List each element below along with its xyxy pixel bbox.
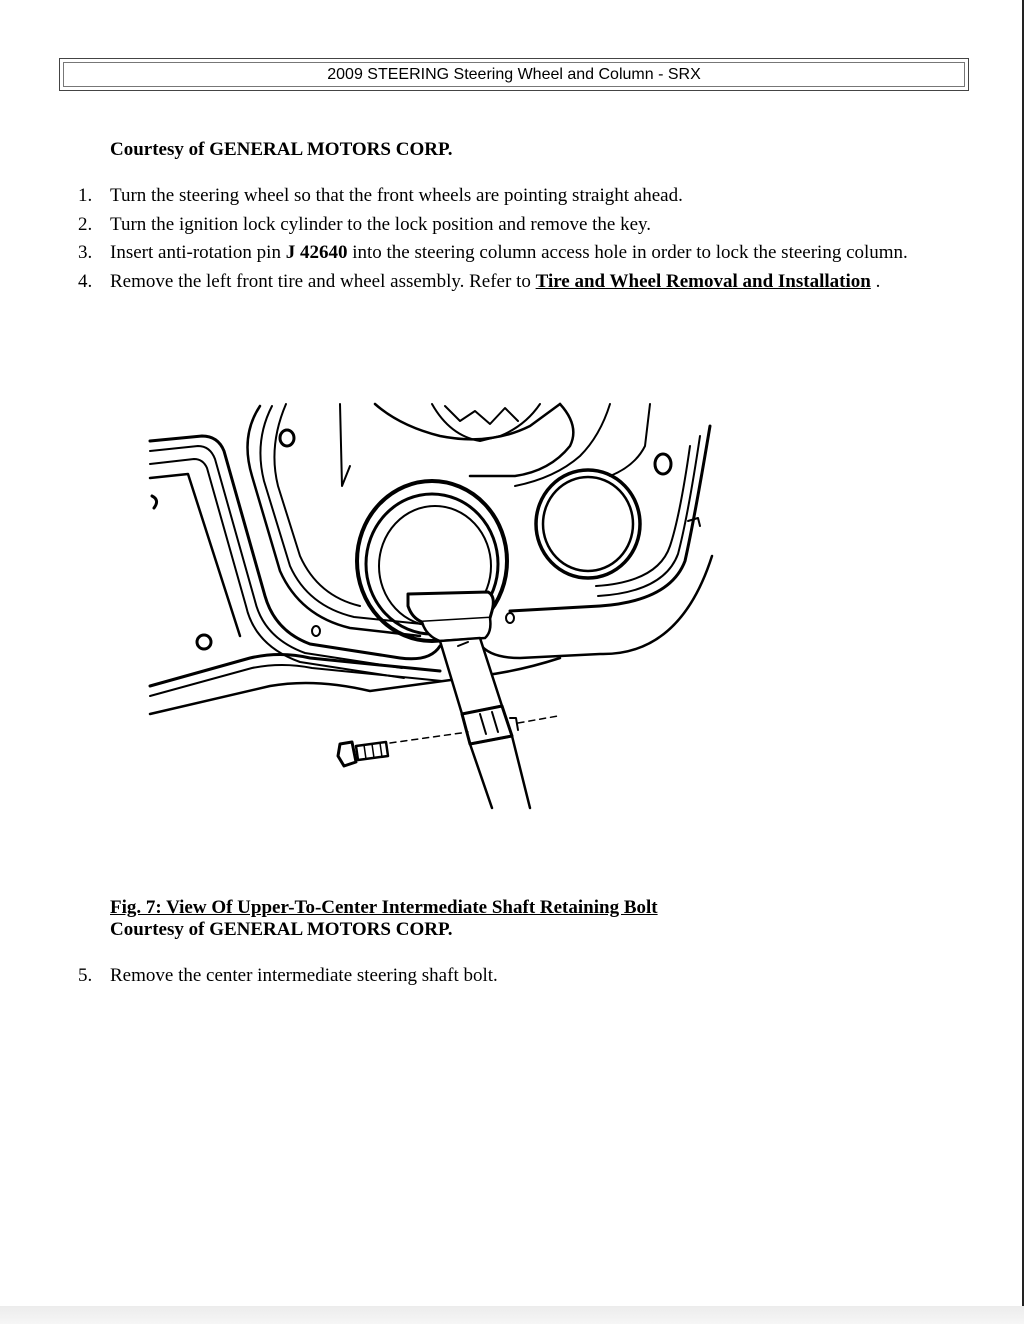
page-header-title: 2009 STEERING Steering Wheel and Column - SRX [63, 62, 965, 87]
step-text-part: into the steering column access hole in order to lock the steering column. [347, 242, 908, 264]
step-number: 2. [78, 213, 93, 235]
step-text-part: . [870, 271, 881, 293]
courtesy-note-top: Courtesy of GENERAL MOTORS CORP. [110, 139, 453, 160]
page-bottom-edge [0, 1306, 1024, 1324]
step-1 [0, 182, 1000, 211]
step-text: Turn the steering wheel so that the front wheels are pointing straight ahead. [110, 185, 683, 206]
step-5 [0, 962, 1000, 991]
figure-caption[interactable]: Fig. 7: View Of Upper-To-Center Intermediate Shaft Retaining Bolt [110, 897, 658, 918]
page-header [59, 58, 969, 91]
step-text-part: Insert anti-rotation pin [110, 242, 286, 264]
step-number: 5. [78, 965, 93, 986]
courtesy-note-figure: Courtesy of GENERAL MOTORS CORP. [110, 919, 453, 940]
step-text-part: Remove the left front tire and wheel assembly. Refer to [110, 271, 536, 293]
tool-number: J 42640 [285, 242, 348, 264]
step-3 [0, 239, 1000, 268]
procedure-steps [0, 182, 1000, 297]
step-text: Remove the center intermediate steering shaft bolt. [110, 965, 498, 986]
step-text: Turn the ignition lock cylinder to the lock position and remove the key. [110, 213, 652, 235]
step-text [110, 268, 880, 297]
figure-illustration [140, 396, 720, 816]
tire-wheel-removal-link[interactable]: Tire and Wheel Removal and Installation [535, 271, 871, 293]
step-number: 1. [78, 185, 93, 206]
step-number: 3. [78, 242, 93, 264]
step-2 [0, 211, 1000, 240]
step-number: 4. [78, 271, 93, 293]
step-4 [0, 268, 1000, 297]
step-text [110, 239, 908, 268]
procedure-steps-continued [0, 962, 1000, 991]
